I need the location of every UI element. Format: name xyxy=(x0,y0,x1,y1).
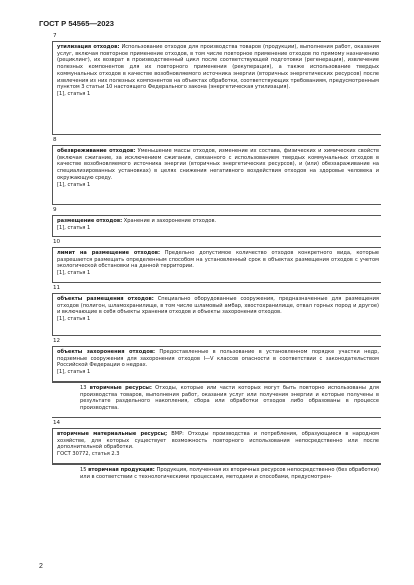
term-definition: Продукция, полученная из вторичных ресурсов непосредственно (без обработки) или в соответствии с технологическими процессами, методами и способами, предусмотрен- xyxy=(80,467,379,480)
term-source: [1], статья 1 xyxy=(57,224,91,231)
term-entry-12 xyxy=(52,335,381,381)
term-definition: Отходы, которые или части которых могут быть повторно использованы для производства товаров, выполнения работ, оказания услуг или получения энергии и которые получены в результате раздельного накопления, сбора или обработки отходов либо образованы в процессе производства. xyxy=(80,385,379,412)
term-name: вторичные ресурсы: xyxy=(89,385,152,391)
term-entry-15 xyxy=(52,463,381,485)
term-name: объекты захоронения отходов: xyxy=(57,349,156,355)
entry-body xyxy=(52,41,381,134)
term-entry-9 xyxy=(52,204,381,236)
page-number: 2 xyxy=(39,563,43,570)
term-source: [1], статья 1 xyxy=(57,90,91,97)
term-entry-8 xyxy=(52,134,381,204)
term-definition: Специально оборудованные сооружения, предназначенные для размещения отходов (полигон, шламохранилище, в том числе шламовый амбар, хвостохранилище, отвал горных пород и другое) и включающие в себя объекты хранения отходов и объекты захоронения отходов. xyxy=(57,296,379,316)
term-name: объекты размещения отходов: xyxy=(57,296,154,302)
term-entry-11 xyxy=(52,282,381,335)
entry-body xyxy=(52,382,381,417)
term-name: лимит на размещение отходов: xyxy=(57,250,161,256)
term-entry-7 xyxy=(52,31,381,134)
entry-number: 13 xyxy=(80,385,87,391)
term-name: утилизация отходов: xyxy=(57,44,120,50)
entry-number: 14 xyxy=(53,420,61,426)
entry-body xyxy=(52,145,381,204)
term-definition: Уменьшение массы отходов, изменение их состава, физических и химических свойств (включая сжигание, за исключением сжигания, связанного с использованием твердых коммунальных отходов в качестве возобновляемого источника энергии (вторичных энергетических ресурсов), и (или) обеззараживание на специализированных установках) в целях снижения негативного воздействия отходов на здоровье человека и окружающую среду. xyxy=(57,148,379,181)
term-name: размещение отходов: xyxy=(57,218,123,224)
term-definition: Хранение и захоронение отходов. xyxy=(122,218,217,224)
term-source: [1], статья 1 xyxy=(57,270,91,277)
terms-list xyxy=(52,31,381,485)
entry-number: 8 xyxy=(53,137,57,143)
term-entry-13 xyxy=(52,381,381,417)
entry-number: 11 xyxy=(53,285,61,291)
entry-number: 7 xyxy=(53,33,57,39)
term-entry-10 xyxy=(52,236,381,282)
document-header: ГОСТ Р 54565—2023 xyxy=(39,19,114,28)
entry-body xyxy=(52,428,381,463)
entry-body xyxy=(52,247,381,282)
term-source: ГОСТ 30772, статья 2.3 xyxy=(57,451,120,458)
term-entry-14 xyxy=(52,417,381,463)
entry-body xyxy=(52,346,381,381)
term-definition: Использование отходов для производства товаров (продукции), выполнения работ, оказания услуг, включая повторное применение отходов, в том числе повторное применение отходов по прямому назначению (рециклинг), их возврат в производственный цикл после соответствующей подготовки (регенерация), извлечение полезных компонентов для их повторного применения (рекуперация), а также использование твердых коммунальных отходов в качестве возобновляемого источника энергии (вторичных энергетических ресурсов) после извлечения из них полезных компонентов на объектах обработки, соответствующих требованиям, предусмотренным пунктом 3 статьи 10 настоящего Федерального закона (энергетическая утилизация). xyxy=(57,44,379,91)
term-source: [1], статья 1 xyxy=(57,316,91,323)
term-source: [1], статья 1 xyxy=(57,181,91,188)
entry-body xyxy=(52,215,381,236)
entry-body xyxy=(52,293,381,335)
entry-number: 9 xyxy=(53,207,57,213)
term-name: обезвреживание отходов: xyxy=(57,148,136,154)
entry-number: 10 xyxy=(53,239,61,245)
entry-body xyxy=(52,464,381,485)
term-definition: Предоставленные в пользование в установленном порядке участки недр, подземные сооружения для захоронения отходов I—V классов опасности в соответствии с законодательством Российской Федерации о недрах. xyxy=(57,349,379,369)
term-name: вторичные материальные ресурсы; xyxy=(57,431,168,437)
term-definition: Предельно допустимое количество отходов конкретного вида, которые разрешается размещать определенным способом на установленный срок в объектах размещения отходов с учетом экологической обстановки на данной территории. xyxy=(57,250,379,270)
entry-number: 12 xyxy=(53,338,61,344)
term-definition: ВМР: Отходы производства и потребления, образующиеся в народном хозяйстве, для которых существует возможность повторного использования непосредственно или после дополнительной обработки. xyxy=(57,431,379,451)
term-source: [1], статья 1 xyxy=(57,369,91,376)
entry-number: 15 xyxy=(80,467,87,473)
term-name: вторичная продукция: xyxy=(88,467,155,473)
